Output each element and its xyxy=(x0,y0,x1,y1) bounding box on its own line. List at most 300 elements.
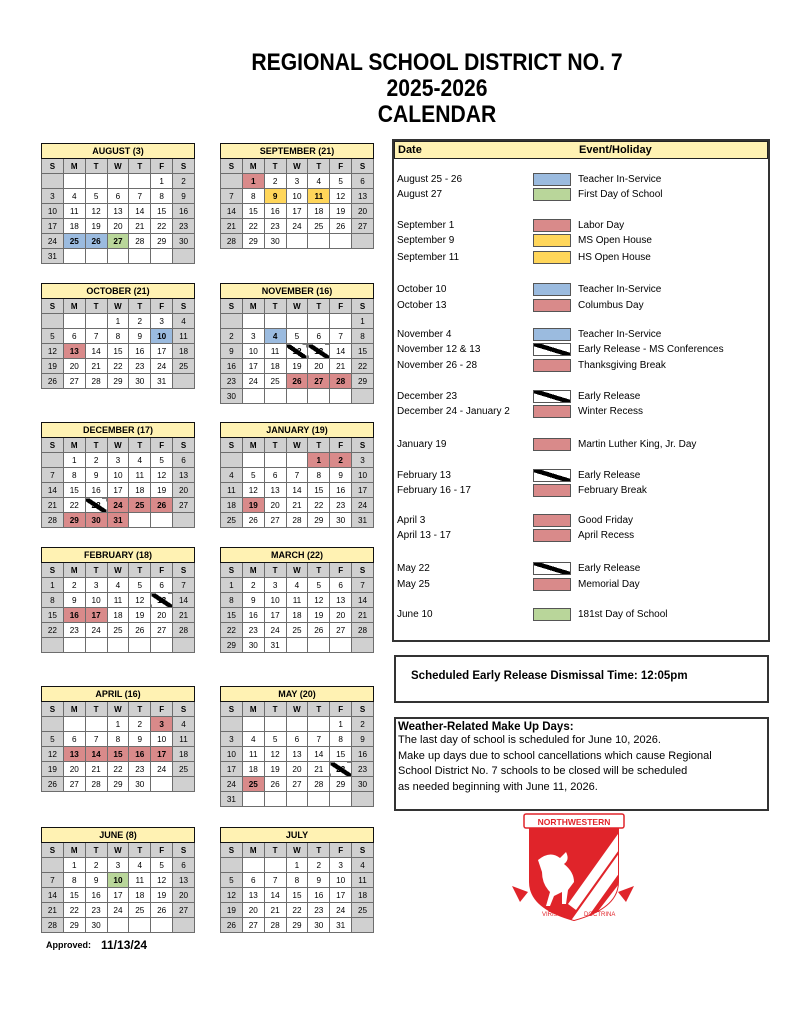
weekday-header: T xyxy=(264,563,286,578)
day-cell: 4 xyxy=(221,468,243,483)
day-cell: 11 xyxy=(352,873,374,888)
legend-swatch xyxy=(533,188,571,201)
day-cell xyxy=(221,717,243,732)
day-cell: 26 xyxy=(242,513,264,528)
day-cell: 22 xyxy=(63,903,85,918)
day-cell: 27 xyxy=(308,374,330,389)
day-cell: 10 xyxy=(42,204,64,219)
day-cell: 17 xyxy=(107,888,129,903)
day-cell xyxy=(63,314,85,329)
day-cell xyxy=(151,513,173,528)
day-cell: 3 xyxy=(107,453,129,468)
day-cell xyxy=(107,174,129,189)
day-cell: 22 xyxy=(221,623,243,638)
day-cell: 8 xyxy=(286,873,308,888)
day-cell: 24 xyxy=(286,219,308,234)
day-cell: 15 xyxy=(107,747,129,762)
day-cell: 24 xyxy=(264,623,286,638)
day-cell: 7 xyxy=(308,732,330,747)
day-cell xyxy=(129,513,151,528)
day-cell: 4 xyxy=(242,732,264,747)
month-calendar-may xyxy=(220,686,374,807)
day-cell: 30 xyxy=(264,234,286,249)
day-cell: 25 xyxy=(107,623,129,638)
weekday-header: S xyxy=(352,438,374,453)
day-cell: 10 xyxy=(151,329,173,344)
legend-event-name: April Recess xyxy=(578,530,635,541)
day-cell: 2 xyxy=(264,174,286,189)
weekday-header: S xyxy=(42,299,64,314)
weekday-header: T xyxy=(264,438,286,453)
legend-swatch xyxy=(533,299,571,312)
day-cell xyxy=(264,453,286,468)
day-cell: 20 xyxy=(173,483,195,498)
weekday-header: T xyxy=(129,702,151,717)
day-cell: 24 xyxy=(242,374,264,389)
day-cell: 12 xyxy=(242,483,264,498)
day-cell: 15 xyxy=(151,204,173,219)
day-cell: 18 xyxy=(129,483,151,498)
legend-event-name: 181st Day of School xyxy=(578,609,668,620)
day-cell: 18 xyxy=(173,747,195,762)
school-logo xyxy=(508,812,638,924)
day-cell xyxy=(308,792,330,807)
day-cell: 19 xyxy=(85,219,107,234)
day-cell: 30 xyxy=(242,638,264,653)
day-cell: 26 xyxy=(286,374,308,389)
day-cell: 19 xyxy=(129,608,151,623)
legend-event-name: Early Release xyxy=(578,391,641,402)
weekday-header: F xyxy=(330,702,352,717)
legend-event-name: Teacher In-Service xyxy=(578,284,662,295)
day-cell: 14 xyxy=(221,204,243,219)
legend-event-date: December 23 xyxy=(397,391,458,402)
day-cell: 17 xyxy=(42,219,64,234)
day-cell: 11 xyxy=(173,329,195,344)
weekday-header: M xyxy=(63,702,85,717)
day-cell: 3 xyxy=(85,578,107,593)
day-cell: 29 xyxy=(242,234,264,249)
day-cell xyxy=(330,792,352,807)
weekday-header: S xyxy=(352,159,374,174)
day-cell: 31 xyxy=(330,918,352,933)
day-cell: 2 xyxy=(352,717,374,732)
day-cell: 20 xyxy=(151,608,173,623)
day-cell: 4 xyxy=(286,578,308,593)
day-cell: 3 xyxy=(264,578,286,593)
day-cell: 7 xyxy=(286,468,308,483)
weekday-header: W xyxy=(286,438,308,453)
day-cell: 5 xyxy=(85,189,107,204)
day-cell: 12 xyxy=(264,747,286,762)
day-cell: 5 xyxy=(286,329,308,344)
day-cell: 22 xyxy=(107,359,129,374)
weekday-header: S xyxy=(173,702,195,717)
weather-title: Weather-Related Make Up Days: xyxy=(398,721,574,733)
legend-event-name: Early Release - MS Conferences xyxy=(578,344,724,355)
day-cell: 10 xyxy=(221,747,243,762)
weather-box xyxy=(394,717,769,811)
day-cell: 17 xyxy=(221,762,243,777)
day-cell: 16 xyxy=(63,608,85,623)
day-cell: 14 xyxy=(129,204,151,219)
legend-event-date: April 13 - 17 xyxy=(397,530,451,541)
legend-header xyxy=(394,141,768,159)
day-cell: 9 xyxy=(242,593,264,608)
weekday-header: T xyxy=(85,299,107,314)
weekday-header: T xyxy=(308,159,330,174)
day-cell xyxy=(242,389,264,404)
day-cell: 21 xyxy=(352,608,374,623)
month-calendar-dec xyxy=(41,422,195,528)
weekday-header: S xyxy=(352,563,374,578)
logo-banner: NORTHWESTERN xyxy=(537,817,611,827)
day-cell xyxy=(286,314,308,329)
day-cell xyxy=(42,858,64,873)
page-title-line2: 2025-2026 xyxy=(386,75,488,102)
day-cell: 8 xyxy=(330,732,352,747)
day-cell: 1 xyxy=(42,578,64,593)
legend-event-date: September 1 xyxy=(397,220,455,231)
month-title: NOVEMBER (16) xyxy=(221,284,374,299)
day-cell: 11 xyxy=(264,344,286,359)
weekday-header: S xyxy=(221,299,243,314)
weekday-header: S xyxy=(42,843,64,858)
day-cell xyxy=(85,174,107,189)
day-cell xyxy=(308,234,330,249)
day-cell xyxy=(330,314,352,329)
day-cell: 7 xyxy=(173,578,195,593)
day-cell: 21 xyxy=(264,903,286,918)
legend-event-name: Winter Recess xyxy=(578,406,644,417)
weekday-header: T xyxy=(85,159,107,174)
day-cell: 23 xyxy=(242,623,264,638)
legend-swatch xyxy=(533,328,571,341)
day-cell: 13 xyxy=(107,204,129,219)
logo-motto-right: DOCTRINA xyxy=(584,912,616,918)
approved-date: 11/13/24 xyxy=(101,938,148,952)
month-calendar-sep xyxy=(220,143,374,249)
day-cell: 9 xyxy=(221,344,243,359)
legend-event-date: September 9 xyxy=(397,235,455,246)
day-cell: 30 xyxy=(85,513,107,528)
legend-event-date: October 10 xyxy=(397,284,447,295)
day-cell: 12 xyxy=(85,204,107,219)
day-cell: 5 xyxy=(42,329,64,344)
day-cell: 6 xyxy=(151,578,173,593)
day-cell: 29 xyxy=(286,918,308,933)
day-cell: 20 xyxy=(308,359,330,374)
legend-event-name: Labor Day xyxy=(578,220,625,231)
weather-line: Make up days due to school cancellations which cause Regional xyxy=(398,749,712,762)
logo-motto-left: VIRIS IN xyxy=(542,912,566,918)
day-cell xyxy=(85,638,107,653)
weekday-header: S xyxy=(352,702,374,717)
day-cell: 28 xyxy=(352,623,374,638)
day-cell xyxy=(173,777,195,792)
day-cell: 19 xyxy=(42,359,64,374)
day-cell: 2 xyxy=(129,717,151,732)
legend-event-date: November 4 xyxy=(397,329,452,340)
day-cell: 2 xyxy=(221,329,243,344)
month-title: APRIL (16) xyxy=(42,687,195,702)
legend-event-date: May 25 xyxy=(397,579,430,590)
day-cell: 22 xyxy=(107,762,129,777)
day-cell: 31 xyxy=(42,249,64,264)
day-cell: 9 xyxy=(129,329,151,344)
day-cell: 9 xyxy=(63,593,85,608)
day-cell: 13 xyxy=(286,747,308,762)
day-cell: 26 xyxy=(264,777,286,792)
day-cell: 16 xyxy=(352,747,374,762)
month-title: JUNE (8) xyxy=(42,828,195,843)
day-cell: 23 xyxy=(129,359,151,374)
weekday-header: F xyxy=(151,159,173,174)
weekday-header: W xyxy=(107,563,129,578)
day-cell: 13 xyxy=(352,189,374,204)
day-cell: 14 xyxy=(352,593,374,608)
day-cell: 22 xyxy=(286,903,308,918)
day-cell xyxy=(242,717,264,732)
legend-swatch xyxy=(533,405,571,418)
day-cell: 10 xyxy=(107,468,129,483)
day-cell: 25 xyxy=(308,219,330,234)
day-cell: 8 xyxy=(42,593,64,608)
legend-event-name: Early Release xyxy=(578,470,641,481)
weather-line: as needed beginning with June 11, 2026. xyxy=(398,780,598,793)
day-cell xyxy=(85,314,107,329)
day-cell: 15 xyxy=(42,608,64,623)
day-cell xyxy=(42,314,64,329)
day-cell: 4 xyxy=(352,858,374,873)
day-cell: 28 xyxy=(264,918,286,933)
day-cell: 10 xyxy=(151,732,173,747)
day-cell xyxy=(85,717,107,732)
day-cell xyxy=(286,638,308,653)
month-calendar-jul xyxy=(220,827,374,933)
day-cell: 7 xyxy=(85,329,107,344)
day-cell xyxy=(151,638,173,653)
dismissal-text: Scheduled Early Release Dismissal Time: 12:05pm xyxy=(411,670,688,682)
day-cell: 18 xyxy=(107,608,129,623)
weekday-header: F xyxy=(151,299,173,314)
day-cell: 4 xyxy=(264,329,286,344)
legend-event-date: November 12 & 13 xyxy=(397,344,481,355)
day-cell: 6 xyxy=(173,858,195,873)
day-cell: 17 xyxy=(264,608,286,623)
month-title: JULY xyxy=(221,828,374,843)
day-cell xyxy=(63,717,85,732)
day-cell: 8 xyxy=(352,329,374,344)
day-cell xyxy=(242,453,264,468)
day-cell xyxy=(330,234,352,249)
page-title-line1: REGIONAL SCHOOL DISTRICT NO. 7 xyxy=(251,49,623,76)
day-cell: 25 xyxy=(221,513,243,528)
weekday-header: W xyxy=(107,843,129,858)
day-cell: 26 xyxy=(330,219,352,234)
day-cell: 2 xyxy=(85,453,107,468)
day-cell xyxy=(330,638,352,653)
day-cell: 8 xyxy=(151,189,173,204)
day-cell: 18 xyxy=(242,762,264,777)
month-title: MAY (20) xyxy=(221,687,374,702)
day-cell: 8 xyxy=(107,732,129,747)
day-cell xyxy=(63,249,85,264)
day-cell: 16 xyxy=(129,344,151,359)
day-cell xyxy=(173,918,195,933)
month-calendar-feb xyxy=(41,547,195,653)
day-cell: 14 xyxy=(173,593,195,608)
weekday-header: T xyxy=(129,159,151,174)
weekday-header: T xyxy=(308,702,330,717)
weekday-header: F xyxy=(151,438,173,453)
day-cell: 23 xyxy=(352,762,374,777)
day-cell: 3 xyxy=(151,314,173,329)
weekday-header: T xyxy=(129,299,151,314)
day-cell: 6 xyxy=(330,578,352,593)
day-cell: 30 xyxy=(129,374,151,389)
day-cell: 23 xyxy=(264,219,286,234)
weekday-header: S xyxy=(173,438,195,453)
day-cell: 17 xyxy=(242,359,264,374)
weekday-header: S xyxy=(42,563,64,578)
day-cell: 20 xyxy=(63,762,85,777)
day-cell: 10 xyxy=(286,189,308,204)
day-cell: 24 xyxy=(221,777,243,792)
day-cell xyxy=(129,249,151,264)
day-cell: 10 xyxy=(352,468,374,483)
day-cell: 13 xyxy=(242,888,264,903)
day-cell: 17 xyxy=(330,888,352,903)
day-cell: 24 xyxy=(85,623,107,638)
day-cell xyxy=(264,858,286,873)
weekday-header: W xyxy=(286,843,308,858)
day-cell: 22 xyxy=(330,762,352,777)
day-cell: 28 xyxy=(308,777,330,792)
day-cell: 17 xyxy=(286,204,308,219)
day-cell: 10 xyxy=(330,873,352,888)
day-cell: 3 xyxy=(242,329,264,344)
day-cell xyxy=(173,513,195,528)
legend-swatch xyxy=(533,514,571,527)
day-cell xyxy=(107,918,129,933)
day-cell: 21 xyxy=(173,608,195,623)
day-cell: 9 xyxy=(85,873,107,888)
day-cell: 14 xyxy=(286,483,308,498)
day-cell: 1 xyxy=(151,174,173,189)
weekday-header: M xyxy=(242,702,264,717)
day-cell: 20 xyxy=(242,903,264,918)
legend-event-name: Memorial Day xyxy=(578,579,640,590)
day-cell: 2 xyxy=(173,174,195,189)
day-cell: 25 xyxy=(173,359,195,374)
day-cell: 28 xyxy=(286,513,308,528)
day-cell: 25 xyxy=(352,903,374,918)
day-cell: 17 xyxy=(151,344,173,359)
day-cell: 26 xyxy=(221,918,243,933)
day-cell: 28 xyxy=(85,777,107,792)
day-cell: 17 xyxy=(151,747,173,762)
day-cell: 28 xyxy=(42,513,64,528)
weekday-header: S xyxy=(352,299,374,314)
day-cell: 1 xyxy=(221,578,243,593)
day-cell: 1 xyxy=(63,858,85,873)
weekday-header: M xyxy=(63,563,85,578)
day-cell: 9 xyxy=(352,732,374,747)
day-cell xyxy=(242,314,264,329)
day-cell: 10 xyxy=(107,873,129,888)
legend-event-date: September 11 xyxy=(397,252,460,263)
weekday-header: T xyxy=(85,563,107,578)
day-cell: 19 xyxy=(42,762,64,777)
day-cell: 5 xyxy=(242,468,264,483)
day-cell: 22 xyxy=(352,359,374,374)
day-cell: 7 xyxy=(42,873,64,888)
weekday-header: W xyxy=(286,159,308,174)
month-calendar-jan xyxy=(220,422,374,528)
day-cell: 21 xyxy=(42,498,64,513)
day-cell: 18 xyxy=(173,344,195,359)
day-cell: 27 xyxy=(242,918,264,933)
weekday-header: W xyxy=(107,299,129,314)
legend-event-name: MS Open House xyxy=(578,235,652,246)
day-cell: 5 xyxy=(330,174,352,189)
day-cell: 16 xyxy=(221,359,243,374)
legend-event-name: Teacher In-Service xyxy=(578,329,662,340)
weekday-header: M xyxy=(242,843,264,858)
day-cell: 18 xyxy=(286,608,308,623)
day-cell xyxy=(286,389,308,404)
legend-event-date: October 13 xyxy=(397,300,447,311)
day-cell: 27 xyxy=(173,498,195,513)
day-cell: 3 xyxy=(151,717,173,732)
day-cell: 19 xyxy=(242,498,264,513)
day-cell xyxy=(42,717,64,732)
day-cell: 13 xyxy=(173,468,195,483)
day-cell: 1 xyxy=(63,453,85,468)
day-cell: 29 xyxy=(151,234,173,249)
day-cell: 25 xyxy=(242,777,264,792)
day-cell: 26 xyxy=(85,234,107,249)
day-cell: 16 xyxy=(308,888,330,903)
day-cell: 11 xyxy=(63,204,85,219)
weekday-header: S xyxy=(221,159,243,174)
day-cell: 19 xyxy=(308,608,330,623)
weekday-header: T xyxy=(308,563,330,578)
day-cell xyxy=(221,174,243,189)
day-cell: 28 xyxy=(221,234,243,249)
day-cell: 18 xyxy=(63,219,85,234)
day-cell: 4 xyxy=(308,174,330,189)
day-cell: 19 xyxy=(286,359,308,374)
day-cell: 26 xyxy=(42,777,64,792)
day-cell: 15 xyxy=(352,344,374,359)
day-cell: 30 xyxy=(352,777,374,792)
day-cell: 31 xyxy=(352,513,374,528)
day-cell: 30 xyxy=(308,918,330,933)
day-cell: 9 xyxy=(264,189,286,204)
month-title: MARCH (22) xyxy=(221,548,374,563)
legend-date-header: Date xyxy=(398,144,422,156)
day-cell: 16 xyxy=(85,483,107,498)
legend-swatch xyxy=(533,219,571,232)
day-cell: 12 xyxy=(221,888,243,903)
day-cell: 18 xyxy=(264,359,286,374)
weekday-header: F xyxy=(151,563,173,578)
day-cell: 25 xyxy=(264,374,286,389)
legend-event-date: May 22 xyxy=(397,563,430,574)
day-cell xyxy=(264,389,286,404)
